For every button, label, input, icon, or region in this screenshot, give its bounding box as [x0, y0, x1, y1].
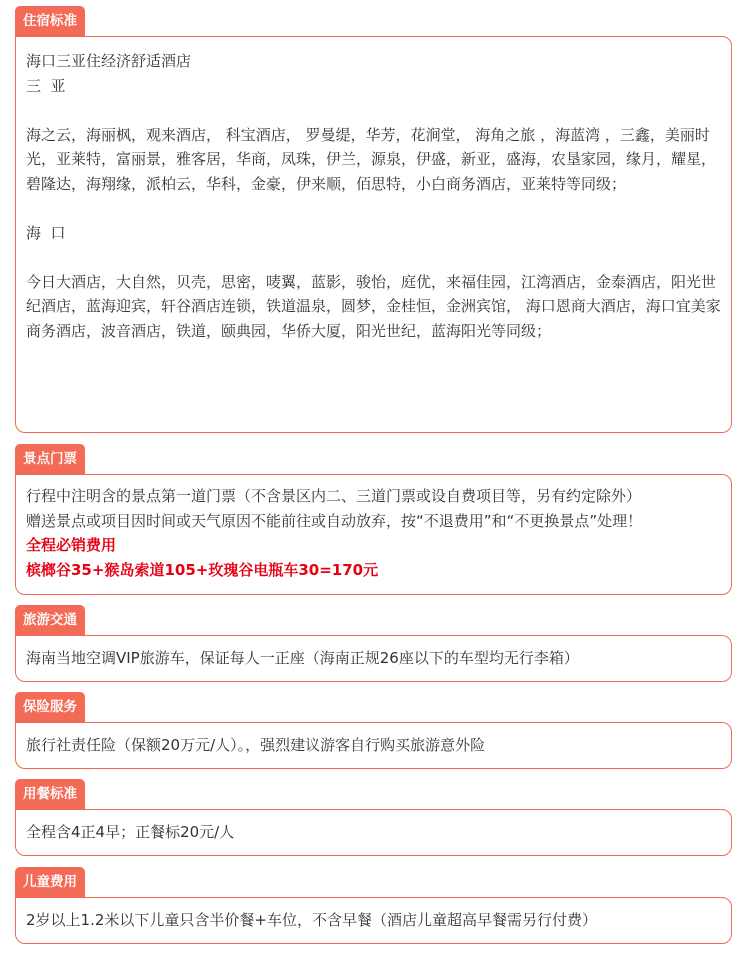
haikou-hotels: 今日大酒店，大自然，贝壳，思密，唛翼，蓝影，骏怡，庭优，来福佳园，江湾酒店，金泰酒店，阳光世纪酒店，蓝海迎宾，轩谷酒店连锁，铁道温泉，圆梦，金桂恒，金洲宾馆， 海口恩商大酒店，海口宜美家商务酒店，波音酒店，铁道，颐典园，华侨大厦，阳光世纪，蓝海阳光等同级；: [26, 272, 721, 340]
tickets-line2: 赠送景点或项目因时间或天气原因不能前往或自动放弃，按“不退费用”和“不更换景点”处理！: [26, 511, 643, 530]
haikou-label: 海 口: [26, 223, 66, 242]
section-insurance: [15, 692, 732, 769]
section-title-tickets: 景点门票: [15, 444, 85, 474]
section-tickets: [15, 444, 732, 595]
tickets-content: [15, 474, 732, 595]
section-title-hotel: 住宿标准: [15, 6, 85, 36]
children-line1: 2岁以上1.2米以下儿童只含半价餐+车位，不含早餐（酒店儿童超高早餐需另行付费）: [26, 911, 597, 929]
section-transport: [15, 605, 732, 682]
section-children: [15, 867, 732, 944]
transport-line1: 海南当地空调VIP旅游车，保证每人一正座（海南正规26座以下的车型均无行李箱）: [26, 649, 579, 667]
section-title-transport: 旅游交通: [15, 605, 85, 635]
mandatory-detail: 槟榔谷35+猴岛索道105+玫瑰谷电瓶车30=170元: [26, 560, 379, 579]
sanya-label: 三 亚: [26, 76, 66, 95]
hotel-line1: 海口三亚住经济舒适酒店: [26, 52, 192, 70]
section-title-insurance: 保险服务: [15, 692, 85, 722]
meals-line1: 全程含4正4早；正餐标20元/人: [26, 823, 235, 841]
insurance-line1: 旅行社责任险（保额20万元/人）。，强烈建议游客自行购买旅游意外险: [26, 736, 486, 754]
transport-content: [15, 635, 732, 682]
section-title-meals: 用餐标准: [15, 779, 85, 809]
mandatory-title: 全程必销费用: [26, 536, 117, 554]
section-meals: [15, 779, 732, 856]
sanya-hotels: 海之云，海丽枫，观来酒店， 科宝酒店， 罗曼缇，华芳，花涧堂， 海角之旅 ，海蓝湾 ，三鑫，美丽时光，亚莱特，富丽景，雅客居，华商，凤珠，伊兰，源泉，伊盛，新亚，盛海，农垦家园，缘月，耀星，碧隆达，海翔缘，派柏云，华科，金豪，伊来顺，佰思特，小白商务酒店，亚莱特等同级；: [26, 125, 717, 193]
insurance-content: [15, 722, 732, 769]
section-hotel: [15, 6, 732, 433]
hotel-content: [15, 36, 732, 433]
section-title-children: 儿童费用: [15, 867, 85, 897]
tickets-line1: 行程中注明含的景点第一道门票（不含景区内二、三道门票或设自费项目等，另有约定除外）: [26, 487, 642, 505]
meals-content: [15, 809, 732, 856]
children-content: [15, 897, 732, 944]
